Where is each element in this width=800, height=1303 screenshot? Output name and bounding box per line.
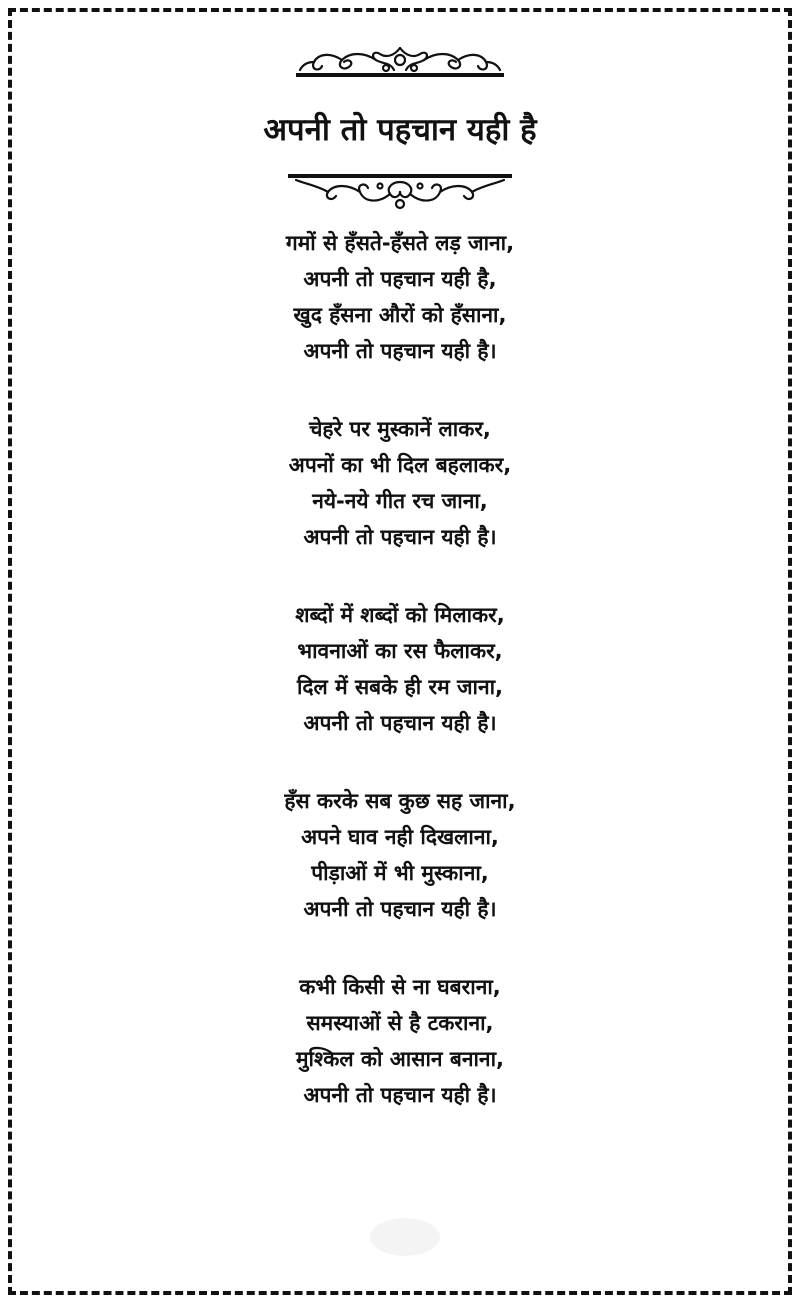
poem-line: शब्दों में शब्दों को मिलाकर, [295,603,505,627]
stanza-2 [0,411,800,555]
stanza-4 [0,783,800,927]
stanza-5 [0,969,800,1113]
poem-line: अपनी तो पहचान यही है। [303,1083,497,1107]
poem-line: गमों से हँसते-हँसते लड़ जाना, [285,231,515,255]
poem-line: चेहरे पर मुस्कानें लाकर, [309,417,491,441]
poem-line: खुद हँसना औरों को हँसाना, [293,303,507,327]
poem-line: अपनी तो पहचान यही है। [303,525,497,549]
poem-line: अपनी तो पहचान यही है। [303,711,497,735]
bottom-flourish-icon [282,168,518,212]
stanza-1 [0,225,800,369]
poem-line: भावनाओं का रस फैलाकर, [297,639,503,663]
poem-line: कभी किसी से ना घबराना, [299,975,501,999]
stanza-3 [0,597,800,741]
faint-smudge [370,1218,440,1256]
poem-line: अपनों का भी दिल बहलाकर, [288,453,512,477]
poem-line: अपनी तो पहचान यही है। [303,339,497,363]
poem-line: अपने घाव नही दिखलाना, [301,825,499,849]
poem-line: हँस करके सब कुछ सह जाना, [284,789,516,813]
poem-line: समस्याओं से है टकराना, [306,1011,494,1035]
poem-line: दिल में सबके ही रम जाना, [296,675,504,699]
poem-line: मुश्किल को आसान बनाना, [295,1047,505,1071]
poem-line: नये-नये गीत रच जाना, [312,489,488,513]
top-flourish-icon [290,42,510,82]
poem-line: अपनी तो पहचान यही है। [303,897,497,921]
poem-line: अपनी तो पहचान यही है, [303,267,497,291]
poem-line: पीड़ाओं में भी मुस्काना, [311,861,489,885]
poem-title: अपनी तो पहचान यही है [263,112,537,148]
poem-body [0,225,800,1155]
